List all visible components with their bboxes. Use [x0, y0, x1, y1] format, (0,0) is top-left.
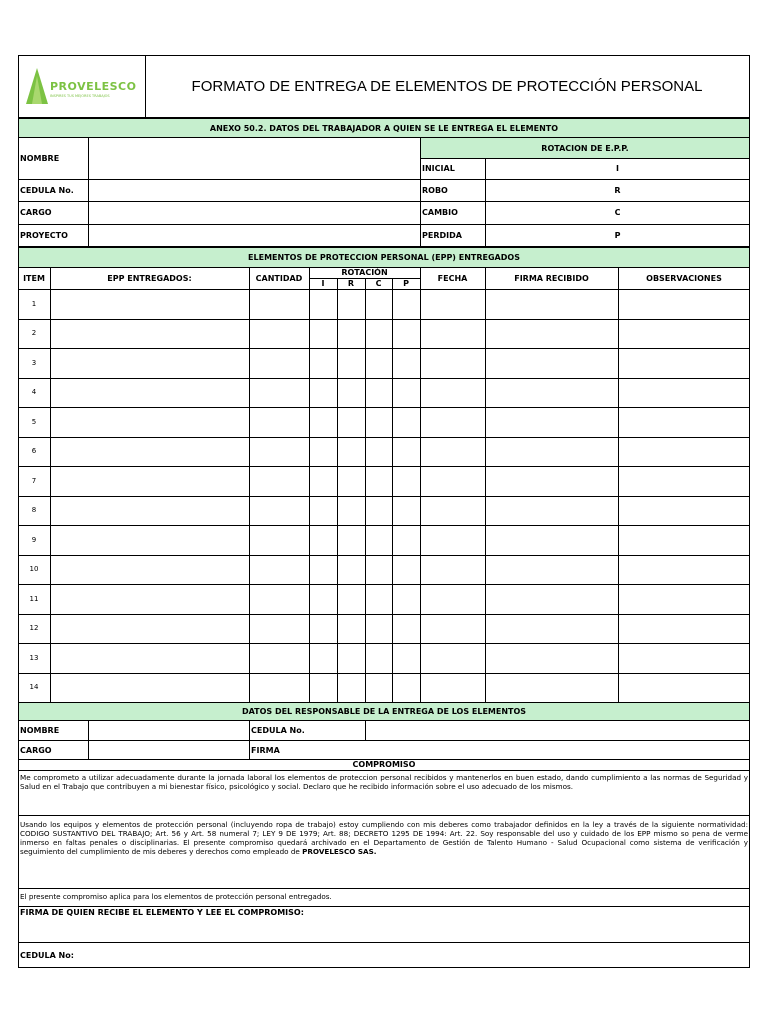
observaciones-cell[interactable]: [619, 674, 749, 702]
rot-c-cell[interactable]: [366, 674, 391, 702]
item-number: 7: [31, 476, 37, 485]
fecha-cell[interactable]: [421, 644, 484, 672]
cantidad-cell[interactable]: [250, 585, 308, 613]
row-divider: [18, 437, 750, 438]
cedula-label: CEDULA No.: [20, 185, 74, 195]
rotation-label-cambio: CAMBIO: [422, 208, 458, 217]
cantidad-cell[interactable]: [250, 379, 308, 407]
row-divider: [18, 525, 750, 526]
rot-p-cell[interactable]: [393, 320, 419, 348]
rot-c-cell[interactable]: [366, 644, 391, 672]
rotation-label-perdida: PERDIDA: [422, 231, 462, 240]
epp-cell[interactable]: [51, 408, 248, 436]
rot-r-cell[interactable]: [338, 320, 364, 348]
col-fecha: FECHA: [437, 273, 468, 283]
col-rot-i: I: [321, 279, 325, 288]
row-divider: [18, 466, 750, 467]
cargo-label: CARGO: [20, 208, 52, 217]
rot-c-cell[interactable]: [366, 615, 391, 643]
rot-p-cell[interactable]: [393, 290, 419, 318]
firma-cell[interactable]: [486, 556, 617, 584]
rot-p-cell[interactable]: [393, 379, 419, 407]
item-number: 11: [29, 594, 39, 603]
cantidad-cell[interactable]: [250, 349, 308, 377]
firma-cell[interactable]: [486, 290, 617, 318]
observaciones-cell[interactable]: [619, 556, 749, 584]
rot-i-cell[interactable]: [310, 497, 336, 525]
rot-c-cell[interactable]: [366, 526, 391, 554]
rot-i-cell[interactable]: [310, 644, 336, 672]
rot-p-cell[interactable]: [393, 526, 419, 554]
cedula-recibe-field[interactable]: [140, 944, 749, 967]
compromiso-paragraph-3: El presente compromiso aplica para los elementos de protección personal entregados.: [20, 892, 332, 901]
rot-p-cell[interactable]: [393, 585, 419, 613]
item-number: 12: [29, 624, 39, 633]
firma-recibe-field[interactable]: [19, 920, 749, 942]
item-number: 3: [31, 358, 37, 367]
rot-c-cell[interactable]: [366, 379, 391, 407]
item-number: 1: [31, 299, 37, 308]
rot-c-cell[interactable]: [366, 438, 391, 466]
rot-i-cell[interactable]: [310, 526, 336, 554]
fecha-cell[interactable]: [421, 408, 484, 436]
rot-i-cell[interactable]: [310, 438, 336, 466]
fecha-cell[interactable]: [421, 526, 484, 554]
firma-cell[interactable]: [486, 438, 617, 466]
section2-title: ELEMENTOS DE PROTECCION PERSONAL (EPP) ENTREGADOS: [18, 247, 750, 268]
rot-p-cell[interactable]: [393, 438, 419, 466]
epp-cell[interactable]: [51, 556, 248, 584]
col-cantidad: CANTIDAD: [255, 273, 303, 283]
logo-triangle-icon: [26, 68, 48, 104]
item-number: 9: [31, 535, 37, 544]
observaciones-cell[interactable]: [619, 349, 749, 377]
cargo-field[interactable]: [89, 202, 419, 223]
fecha-cell[interactable]: [421, 585, 484, 613]
rot-r-cell[interactable]: [338, 438, 364, 466]
item-number: 13: [29, 653, 39, 662]
firma-cell[interactable]: [486, 379, 617, 407]
rot-r-cell[interactable]: [338, 497, 364, 525]
rot-i-cell[interactable]: [310, 615, 336, 643]
section1-title: ANEXO 50.2. DATOS DEL TRABAJADOR A QUIEN SE LE ENTREGA EL ELEMENTO: [18, 118, 750, 138]
resp-cedula-label: CEDULA No.: [251, 725, 305, 735]
rot-i-cell[interactable]: [310, 674, 336, 702]
rotation-title: ROTACION DE E.P.P.: [421, 138, 749, 158]
firma-cell[interactable]: [486, 497, 617, 525]
page-title: FORMATO DE ENTREGA DE ELEMENTOS DE PROTECCIÓN PERSONAL: [191, 78, 703, 95]
epp-cell[interactable]: [51, 497, 248, 525]
col-rot-r: R: [347, 279, 355, 288]
rotation-code-inicial: I: [616, 164, 619, 173]
cantidad-cell[interactable]: [250, 526, 308, 554]
row-divider: [18, 319, 750, 320]
observaciones-cell[interactable]: [619, 438, 749, 466]
resp-cargo-field[interactable]: [89, 741, 248, 759]
epp-cell[interactable]: [51, 526, 248, 554]
rot-p-cell[interactable]: [393, 674, 419, 702]
rot-p-cell[interactable]: [393, 556, 419, 584]
rotation-code-robo: R: [614, 185, 621, 195]
rot-r-cell[interactable]: [338, 674, 364, 702]
fecha-cell[interactable]: [421, 556, 484, 584]
item-number: 10: [29, 565, 39, 574]
observaciones-cell[interactable]: [619, 644, 749, 672]
row-divider: [18, 673, 750, 674]
row-divider: [18, 584, 750, 585]
cantidad-cell[interactable]: [250, 556, 308, 584]
observaciones-cell[interactable]: [619, 290, 749, 318]
proyecto-label: PROYECTO: [20, 231, 68, 240]
item-number: 6: [31, 447, 37, 456]
rot-r-cell[interactable]: [338, 290, 364, 318]
company-name: PROVELESCO SAS.: [302, 847, 377, 856]
cantidad-cell[interactable]: [250, 497, 308, 525]
nombre-field[interactable]: [89, 138, 419, 178]
fecha-cell[interactable]: [421, 290, 484, 318]
cantidad-cell[interactable]: [250, 674, 308, 702]
firma-cell[interactable]: [486, 349, 617, 377]
cedula-field[interactable]: [89, 180, 419, 200]
nombre-label: NOMBRE: [20, 153, 60, 163]
compromiso-title: COMPROMISO: [352, 760, 416, 769]
cedula-recibe-label: CEDULA No:: [20, 951, 74, 960]
rotation-label-inicial: INICIAL: [422, 164, 455, 173]
col-rot-c: C: [375, 279, 382, 288]
fecha-cell[interactable]: [421, 438, 484, 466]
observaciones-cell[interactable]: [619, 467, 749, 495]
fecha-cell[interactable]: [421, 467, 484, 495]
col-rotacion: ROTACIÓN: [341, 268, 388, 277]
firma-cell[interactable]: [486, 526, 617, 554]
row-divider: [18, 555, 750, 556]
row-divider: [18, 348, 750, 349]
fecha-cell[interactable]: [421, 497, 484, 525]
rot-c-cell[interactable]: [366, 556, 391, 584]
resp-cedula-field[interactable]: [366, 721, 749, 739]
rot-r-cell[interactable]: [338, 585, 364, 613]
firma-cell[interactable]: [486, 585, 617, 613]
observaciones-cell[interactable]: [619, 379, 749, 407]
rot-r-cell[interactable]: [338, 644, 364, 672]
rot-p-cell[interactable]: [393, 644, 419, 672]
fecha-cell[interactable]: [421, 379, 484, 407]
firma-cell[interactable]: [486, 320, 617, 348]
row-divider: [18, 614, 750, 615]
cantidad-cell[interactable]: [250, 615, 308, 643]
item-number: 8: [31, 506, 37, 515]
cantidad-cell[interactable]: [250, 644, 308, 672]
rot-i-cell[interactable]: [310, 320, 336, 348]
observaciones-cell[interactable]: [619, 585, 749, 613]
cantidad-cell[interactable]: [250, 320, 308, 348]
col-observaciones: OBSERVACIONES: [646, 273, 722, 283]
rot-p-cell[interactable]: [393, 349, 419, 377]
epp-cell[interactable]: [51, 320, 248, 348]
fecha-cell[interactable]: [421, 615, 484, 643]
epp-cell[interactable]: [51, 290, 248, 318]
rot-r-cell[interactable]: [338, 615, 364, 643]
resp-firma-label: FIRMA: [251, 745, 280, 755]
item-number: 2: [31, 329, 37, 338]
cantidad-cell[interactable]: [250, 408, 308, 436]
epp-cell[interactable]: [51, 349, 248, 377]
compromiso-paragraph-2: [18, 816, 750, 888]
epp-cell[interactable]: [51, 467, 248, 495]
epp-cell[interactable]: [51, 438, 248, 466]
logo-tagline: INSPIRES TUS MEJORES TRABAJOS: [50, 94, 110, 98]
logo-text: PROVELESCO: [50, 80, 137, 93]
compromiso-paragraph-1: Me comprometo a utilizar adecuadamente durante la jornada laboral los elementos de proteccion personal recibidos y mantenerlos en buen estado, dando cumplimiento a las normas de Seguridad y Salud en el Trabajo que contribuyen a mi bienestar físico, psicológico y social. Declaro que he recibido información sobre el uso adecuado de los mismos.: [20, 773, 748, 791]
fecha-cell[interactable]: [421, 320, 484, 348]
rot-i-cell[interactable]: [310, 408, 336, 436]
cantidad-cell[interactable]: [250, 467, 308, 495]
rot-i-cell[interactable]: [310, 349, 336, 377]
proyecto-field[interactable]: [89, 225, 419, 246]
rot-c-cell[interactable]: [366, 290, 391, 318]
item-number: 5: [31, 417, 37, 426]
resp-nombre-field[interactable]: [89, 721, 248, 739]
rot-p-cell[interactable]: [393, 467, 419, 495]
epp-cell[interactable]: [51, 615, 248, 643]
row-divider: [18, 378, 750, 379]
rot-r-cell[interactable]: [338, 349, 364, 377]
col-epp: EPP ENTREGADOS:: [107, 273, 192, 283]
col-item: ITEM: [23, 273, 45, 283]
rot-i-cell[interactable]: [310, 556, 336, 584]
rot-c-cell[interactable]: [366, 585, 391, 613]
rot-c-cell[interactable]: [366, 349, 391, 377]
fecha-cell[interactable]: [421, 349, 484, 377]
firma-cell[interactable]: [486, 644, 617, 672]
firma-recibe-label: FIRMA DE QUIEN RECIBE EL ELEMENTO Y LEE EL COMPROMISO:: [20, 908, 304, 917]
fecha-cell[interactable]: [421, 674, 484, 702]
company-logo: [24, 66, 142, 106]
rot-p-cell[interactable]: [393, 615, 419, 643]
rot-c-cell[interactable]: [366, 467, 391, 495]
observaciones-cell[interactable]: [619, 497, 749, 525]
col-firma: FIRMA RECIBIDO: [514, 273, 589, 283]
resp-nombre-label: NOMBRE: [20, 725, 60, 735]
item-number: 4: [31, 388, 37, 397]
cantidad-cell[interactable]: [250, 438, 308, 466]
row-divider: [18, 643, 750, 644]
rot-c-cell[interactable]: [366, 320, 391, 348]
rotation-code-perdida: P: [614, 231, 621, 240]
epp-cell[interactable]: [51, 379, 248, 407]
rot-r-cell[interactable]: [338, 467, 364, 495]
rot-p-cell[interactable]: [393, 408, 419, 436]
observaciones-cell[interactable]: [619, 615, 749, 643]
col-rot-p: P: [403, 279, 409, 288]
rot-r-cell[interactable]: [338, 556, 364, 584]
observaciones-cell[interactable]: [619, 408, 749, 436]
row-divider: [18, 496, 750, 497]
cantidad-cell[interactable]: [250, 290, 308, 318]
rot-i-cell[interactable]: [310, 585, 336, 613]
epp-cell[interactable]: [51, 585, 248, 613]
resp-cargo-label: CARGO: [20, 745, 52, 755]
epp-cell[interactable]: [51, 674, 248, 702]
observaciones-cell[interactable]: [619, 526, 749, 554]
rot-c-cell[interactable]: [366, 408, 391, 436]
rot-i-cell[interactable]: [310, 290, 336, 318]
compromiso-paragraph-2-text: Usando los equipos y elementos de protección personal (incluyendo ropa de trabajo) estoy cumpliendo con mis deberes como trabajador definidos en la ley a través de la siguiente normatividad: CODIGO SUSTANTIVO DEL TRABAJO; Art. 56 y Art. 58 numeral 7; LEY 9 DE 1979; Art. 88; DECRETO 1295 DE 1994: Art. 22. Soy responsable del uso y cuidado de los EPP mismo so pena de verme inmerso en faltas penales o disciplinarias. El presente compromiso quedará archivado en el Departamento de Gestión de Talento Humano - Salud Ocupacional como sistema de verificación y seguimiento del cumplimiento de mis deberes y derechos como empleado de: [20, 820, 748, 856]
firma-cell[interactable]: [486, 615, 617, 643]
rot-r-cell[interactable]: [338, 379, 364, 407]
firma-cell[interactable]: [486, 467, 617, 495]
rot-r-cell[interactable]: [338, 408, 364, 436]
epp-cell[interactable]: [51, 644, 248, 672]
observaciones-cell[interactable]: [619, 320, 749, 348]
rot-i-cell[interactable]: [310, 379, 336, 407]
firma-cell[interactable]: [486, 408, 617, 436]
rot-c-cell[interactable]: [366, 497, 391, 525]
rotation-label-robo: ROBO: [422, 185, 448, 195]
rot-p-cell[interactable]: [393, 497, 419, 525]
rot-i-cell[interactable]: [310, 467, 336, 495]
rot-r-cell[interactable]: [338, 526, 364, 554]
section3-title: DATOS DEL RESPONSABLE DE LA ENTREGA DE LOS ELEMENTOS: [18, 702, 750, 721]
rotation-code-cambio: C: [614, 208, 621, 217]
item-number: 14: [29, 683, 39, 692]
resp-firma-field[interactable]: [330, 741, 749, 759]
row-divider: [18, 407, 750, 408]
firma-cell[interactable]: [486, 674, 617, 702]
